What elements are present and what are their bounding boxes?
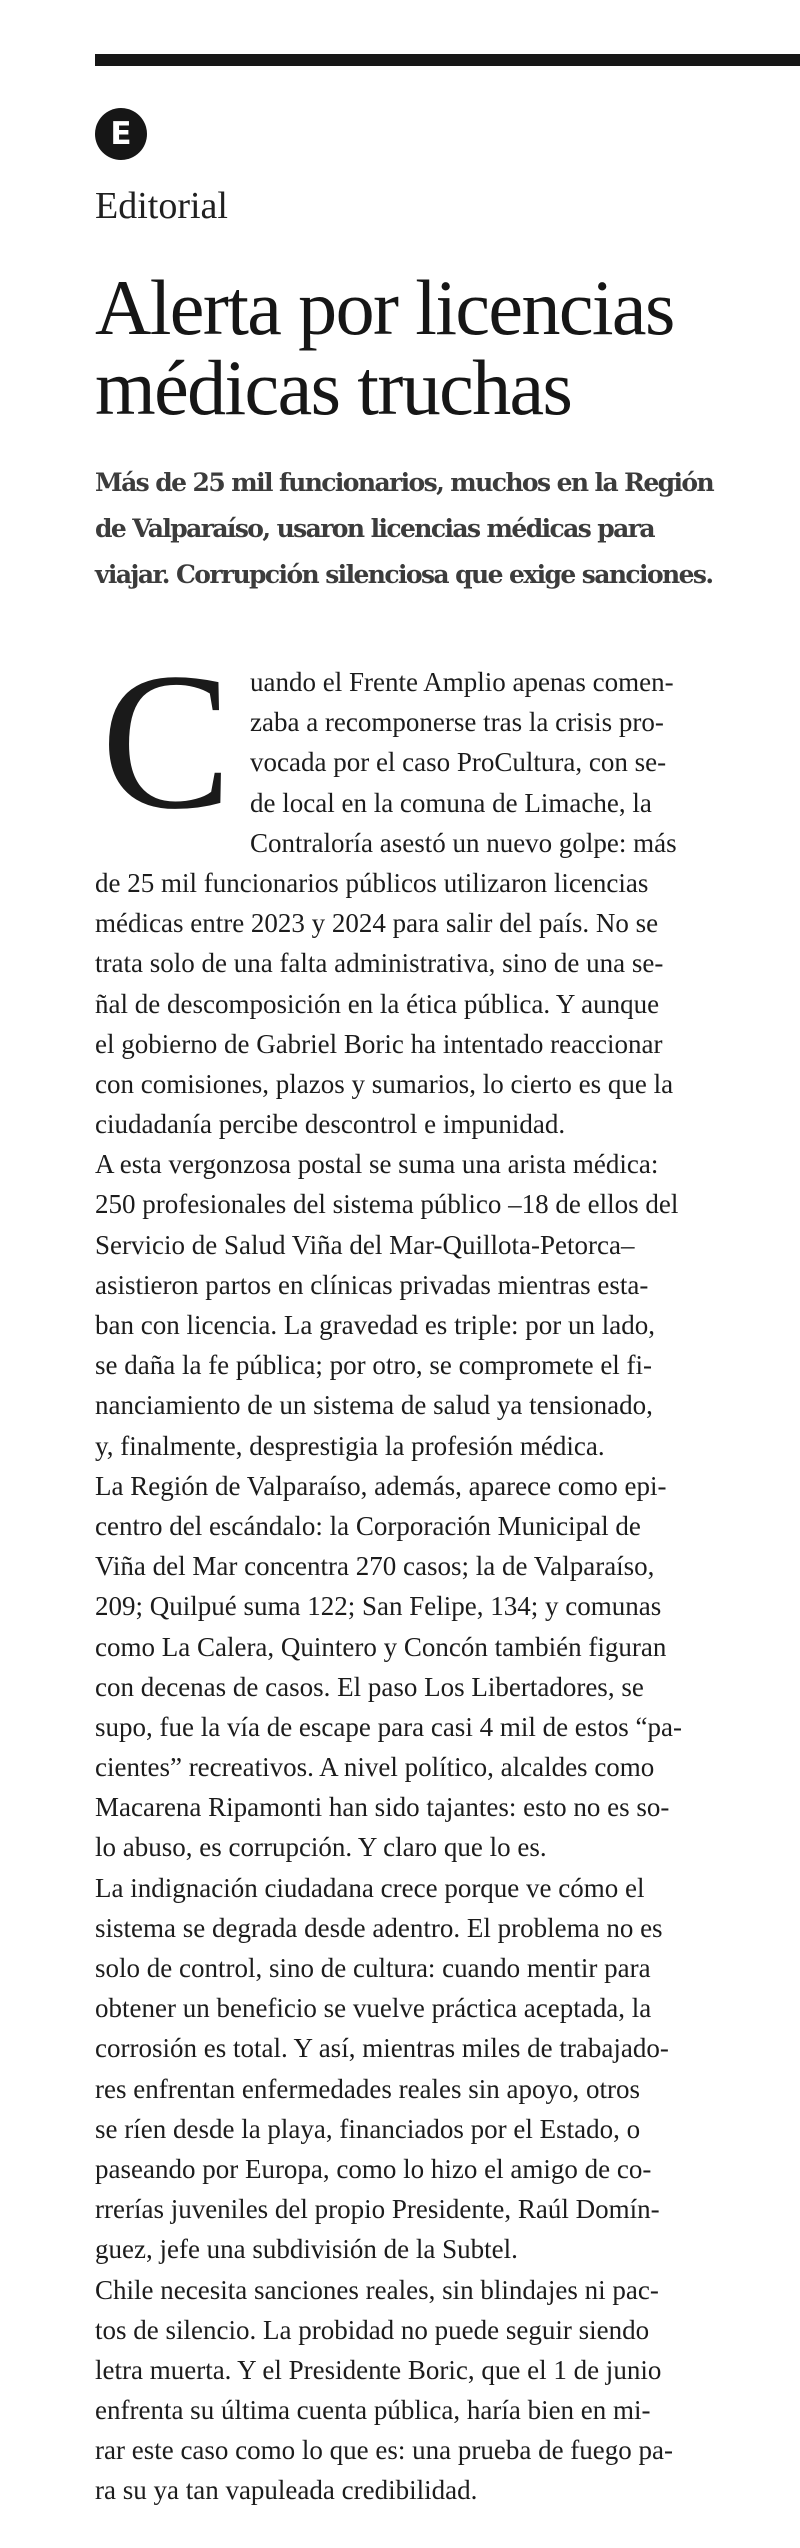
top-rule (95, 54, 800, 66)
body-line: res enfrentan enfermedades reales sin apoyo, otros (95, 2073, 641, 2104)
body-line: ban con licencia. La gravedad es triple: por un lado, (95, 1310, 656, 1340)
body-line: médicas entre 2023 y 2024 para salir del país. No se (95, 908, 659, 939)
body-line: ñal de descomposición en la ética pública. Y aunque (95, 988, 660, 1019)
body-line: vocada por el caso ProCultura, con se- (250, 747, 667, 778)
article-body (95, 633, 795, 2511)
body-line: 209; Quilpué suma 122; San Felipe, 134; y comunas (95, 1591, 662, 1622)
body-line: rrerías juveniles del propio Presidente, Raúl Domín- (95, 2194, 660, 2225)
headline-line: Alerta por licencias (95, 264, 674, 351)
body-line: ciudadanía percibe descontrol e impunidad. (95, 1109, 566, 1140)
body-line: asistieron partos en clínicas privadas mientras esta- (95, 1269, 649, 1300)
body-line: letra muerta. Y el Presidente Boric, que el 1 de junio (95, 2354, 662, 2385)
body-line: Servicio de Salud Viña del Mar-Quillota-Petorca– (95, 1229, 635, 1260)
body-line: La Región de Valparaíso, además, aparece como epi- (95, 1470, 667, 1501)
body-line: paseando por Europa, como lo hizo el amigo de co- (95, 2153, 652, 2184)
section-label: Editorial (95, 185, 228, 227)
deck-summary (95, 460, 795, 598)
body-line: supo, fue la vía de escape para casi 4 mil de estos “pa- (95, 1711, 683, 1742)
deck-line: viajar. Corrupción silenciosa que exige sanciones. (95, 560, 713, 589)
body-line: con comisiones, plazos y sumarios, lo cierto es que la (95, 1068, 674, 1099)
body-line: Contraloría asestó un nuevo golpe: más (250, 827, 677, 858)
headline-line: médicas truchas (95, 344, 572, 431)
deck-line: de Valparaíso, usaron licencias médicas para (95, 514, 654, 543)
body-line: cientes” recreativos. A nivel político, alcaldes como (95, 1752, 655, 1783)
editorial-badge-icon: E (95, 108, 147, 160)
body-line: ra su ya tan vapuleada credibilidad. (95, 2475, 478, 2506)
body-line: sistema se degrada desde adentro. El problema no es (95, 1912, 663, 1943)
drop-cap: C (101, 633, 232, 850)
body-line: con decenas de casos. El paso Los Libertadores, se (95, 1671, 644, 1702)
body-line: se ríen desde la playa, financiados por el Estado, o (95, 2113, 641, 2144)
body-line: lo abuso, es corrupción. Y claro que lo es. (95, 1832, 547, 1863)
body-line: zaba a recomponerse tras la crisis pro- (250, 707, 664, 738)
body-line: de 25 mil funcionarios públicos utilizaron licencias (95, 867, 649, 898)
body-line: se daña la fe pública; por otro, se compromete el fi- (95, 1350, 653, 1381)
body-line: y, finalmente, desprestigia la profesión médica. (95, 1430, 605, 1461)
body-line: como La Calera, Quintero y Concón también figuran (95, 1631, 667, 1662)
body-line: 250 profesionales del sistema público –18 de ellos del (95, 1189, 679, 1220)
body-line: trata solo de una falta administrativa, sino de una se- (95, 948, 664, 979)
body-line: uando el Frente Amplio apenas comen- (250, 667, 674, 697)
body-line: Viña del Mar concentra 270 casos; la de Valparaíso, (95, 1551, 655, 1582)
body-line: guez, jefe una subdivisión de la Subtel. (95, 2234, 518, 2265)
body-line: A esta vergonzosa postal se suma una arista médica: (95, 1149, 659, 1180)
body-line: corrosión es total. Y así, mientras miles de trabajado- (95, 2033, 669, 2064)
body-line: La indignación ciudadana crece porque ve cómo el (95, 1872, 645, 1903)
body-line: tos de silencio. La probidad no puede seguir siendo (95, 2314, 650, 2345)
headline (95, 264, 795, 431)
body-line: enfrenta su última cuenta pública, haría bien en mi- (95, 2395, 651, 2426)
body-line: nanciamiento de un sistema de salud ya tensionado, (95, 1390, 653, 1421)
body-line: obtener un beneficio se vuelve práctica aceptada, la (95, 1993, 652, 2024)
body-line: solo de control, sino de cultura: cuando mentir para (95, 1953, 651, 1983)
deck-line: Más de 25 mil funcionarios, muchos en la Región (95, 468, 714, 497)
body-line: Macarena Ripamonti han sido tajantes: esto no es so- (95, 1792, 670, 1823)
body-line: centro del escándalo: la Corporación Municipal de (95, 1510, 641, 1541)
body-line: Chile necesita sanciones reales, sin blindajes ni pac- (95, 2274, 659, 2305)
body-line: de local en la comuna de Limache, la (250, 787, 652, 818)
body-line: el gobierno de Gabriel Boric ha intentado reaccionar (95, 1028, 663, 1059)
body-line: rar este caso como lo que es: una prueba de fuego pa- (95, 2435, 674, 2466)
